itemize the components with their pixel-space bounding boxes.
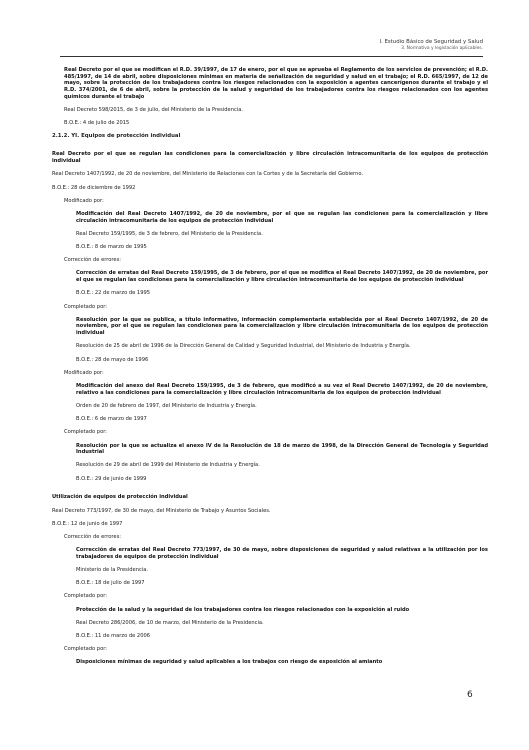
block2-boe: B.O.E.: 12 de junio de 1997	[52, 520, 123, 527]
entry-label: Modificado por:	[64, 197, 104, 204]
entry-boe: B.O.E.: 6 de marzo de 1997	[76, 416, 147, 423]
entry-boe: B.O.E.: 8 de marzo de 1995	[76, 244, 147, 251]
block2-entry	[64, 534, 488, 587]
header-rule	[60, 56, 483, 57]
intro-block	[52, 67, 488, 127]
entry-label: Completado por:	[64, 429, 107, 436]
entry-title: Modificación del Real Decreto 1407/1992, de 20 de noviembre, por el que se regulan las condiciones para la comercialización y libre circulación intracomunitaria de los equipos de protección individual	[76, 210, 488, 224]
block1-entry	[64, 429, 488, 482]
block2-title: Utilización de equipos de protección individual	[52, 494, 188, 501]
block1-title: Real Decreto por el que se regulan las condiciones para la comercialización y libre circulación intracomunitaria de los equipos de protección individual	[52, 151, 488, 165]
intro-title: Real Decreto por el que se modifican el R.D. 39/1997, de 17 de enero, por el que se aprueba el Reglamento de los servicios de prevención; el R.D. 485/1997, de 14 de abril, sobre disposiciones mínimas en materia de señalización de seguridad y salud en el trabajo; el R.D. 665/1997, de 12 de mayo, sobre la protección de los trabajadores contra los riesgos relacionados con la exposición a agentes cancerígenos durante el trabajo y el R.D. 374/2001, de 6 de abril, sobre la protección de la salud y seguridad de los trabajadores contra los riesgos relacionados con los agentes químicos durante el trabajo	[64, 67, 488, 100]
entry-ref: Resolución de 25 de abril de 1996 de la Dirección General de Calidad y Seguridad Industrial, del Ministerio de Industria y Energía.	[76, 343, 411, 350]
block2-entry	[64, 593, 488, 639]
entry-label: Completado por:	[64, 303, 107, 310]
entry-ref: Orden de 20 de febrero de 1997, del Ministerio de Industria y Energía.	[76, 402, 257, 409]
entry-boe: B.O.E.: 29 de junio de 1999	[76, 475, 147, 482]
entry-boe: B.O.E.: 11 de marzo de 2006	[76, 633, 151, 640]
block1-entry	[64, 198, 488, 251]
entry-label: Modificado por:	[64, 369, 104, 376]
block1-entry	[64, 304, 488, 364]
intro-ref: Real Decreto 598/2015, de 3 de julio, del Ministerio de la Presidencia.	[64, 107, 243, 114]
entry-ref: Ministerio de la Presidencia.	[76, 567, 149, 574]
header-subtitle: 3. Normativa y legislación aplicables.	[401, 46, 483, 51]
entry-title: Resolución por la que se publica, a título informativo, información complementaria establecida por el Real Decreto 1407/1992, de 20 de noviembre, por el que se regulan las condiciones para la comercialización y libre circulación intracomunitaria de los equipos de protección individual	[76, 316, 488, 337]
intro-boe: B.O.E.: 4 de julio de 2015	[64, 120, 130, 127]
entry-label: Completado por:	[64, 646, 107, 653]
header-title: I. Estudio Básico de Seguridad y Salud	[379, 39, 483, 45]
entry-label: Completado por:	[64, 593, 107, 600]
entry-ref: Real Decreto 286/2006, de 10 de marzo, del Ministerio de la Presidencia.	[76, 619, 264, 626]
block2-entry	[64, 646, 488, 666]
entry-title: Modificación del anexo del Real Decreto 159/1995, de 3 de febrero, que modificó a su vez el Real Decreto 1407/1992, de 20 de noviembre, relativo a las condiciones para la comercialización y libre circulación intracomunitaria de los equipos de protección individual	[76, 382, 488, 396]
entry-title: Corrección de erratas del Real Decreto 159/1995, de 3 de febrero, por el que se modifica el Real Decreto 1407/1992, de 20 de noviembre, por el que se regulan las condiciones para la comercialización y libre circulación intracomunitaria de los equipos de protección individual	[76, 270, 488, 284]
block1-boe: B.O.E.: 28 de diciembre de 1992	[52, 184, 136, 191]
document-body	[52, 67, 488, 673]
block-epi-comercializacion	[52, 151, 488, 482]
entry-boe: B.O.E.: 18 de julio de 1997	[76, 580, 145, 587]
entry-label: Corrección de errores:	[64, 257, 122, 264]
entry-title: Resolución por la que se actualiza el anexo IV de la Resolución de 18 de marzo de 1998, de la Dirección General de Tecnología y Seguridad Industrial	[76, 442, 488, 456]
entry-title: Corrección de erratas del Real Decreto 773/1997, de 30 de mayo, sobre disposiciones de seguridad y salud relativas a la utilización por los trabajadores de equipos de protección individual	[76, 547, 488, 560]
entry-title: Disposiciones mínimas de seguridad y salud aplicables a los trabajos con riesgo de exposición al amianto	[76, 659, 383, 666]
entry-label: Corrección de errores:	[64, 533, 122, 540]
page-number: 6	[467, 690, 473, 700]
block1-entry	[64, 370, 488, 423]
block1-entry	[64, 257, 488, 297]
block1-ref: Real Decreto 1407/1992, de 20 de noviembre, del Ministerio de Relaciones con la Cortes y de la Secretaría del Gobierno.	[52, 171, 364, 178]
page-header	[379, 39, 483, 52]
entry-boe: B.O.E.: 22 de marzo de 1995	[76, 290, 151, 297]
block-epi-utilizacion	[52, 494, 488, 666]
section-heading: 2.1.2. YI. Equipos de protección individual	[52, 133, 181, 140]
entry-boe: B.O.E.: 28 de mayo de 1996	[76, 356, 149, 363]
block2-ref: Real Decreto 773/1997, de 30 de mayo, del Ministerio de Trabajo y Asuntos Sociales.	[52, 507, 271, 514]
entry-ref: Resolución de 29 de abril de 1999 del Ministerio de Industria y Energía.	[76, 462, 260, 469]
entry-title: Protección de la salud y la seguridad de los trabajadores contra los riesgos relacionados con la exposición al ruido	[76, 606, 410, 613]
entry-ref: Real Decreto 159/1995, de 3 de febrero, del Ministerio de la Presidencia.	[76, 230, 263, 237]
